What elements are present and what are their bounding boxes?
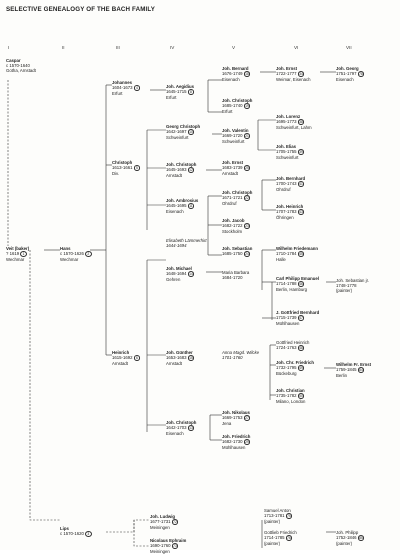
person-christoph-iii: Christoph 1613-1661 5 Div. xyxy=(112,160,140,176)
person-nicolaus-ephraim: Nicolaus Ephraim 1690-1760 73 Meiningen xyxy=(150,538,187,554)
generation-label-2: II xyxy=(62,45,65,50)
person-valentin: Joh. Valentin 1669-1720 21 Schweinfurt xyxy=(222,128,249,145)
person-joh-christoph-arnstadt: Joh. Christoph 1645-1693 12 Arnstadt xyxy=(166,162,197,179)
person-js-junior: Joh. Sebastian jr. 1748-1778 (painter) xyxy=(336,278,369,294)
chart-title: SELECTIVE GENEALOGY OF THE BACH FAMILY xyxy=(6,6,156,13)
person-wilhelm-fr-ernst: Wilhelm Fr. Ernst 1759-1845 84 Berlin xyxy=(336,362,372,379)
person-georg-vii: Joh. Georg 1751-1797 78 Eisenach xyxy=(336,66,363,83)
person-heinrich: Heinrich 1615-1692 6 Arnstadt xyxy=(112,350,140,366)
person-samuel-anton: Samuel Anton 1713-1781 75 (painter) xyxy=(264,508,291,525)
person-johann-philipp: Joh. Philipp 1752-1846 85 (painter) xyxy=(336,530,363,547)
person-elisabeth: Elisabeth Lämmerhirt 1644-1694 xyxy=(166,238,207,249)
person-anna-magdalena: Anna Magd. Wilcke 1701-1760 xyxy=(222,350,259,361)
person-veit: Veit (baker) ? 1619 1 Wechmar xyxy=(6,246,30,263)
person-ludwig: Joh. Ludwig 1677-1731 72 Meiningen xyxy=(150,514,177,531)
person-hans: Hans c 1570-1626 2 Wechmar xyxy=(60,246,92,262)
person-christoph-ohrdruf: Joh. Christoph 1671-1721 22 Ohrdruf xyxy=(222,190,253,207)
person-nikolaus: Joh. Nikolaus 1669-1753 27 Jena xyxy=(222,410,250,427)
person-georg-christoph: Georg Christoph 1642-1697 10 Schweinfurt xyxy=(166,124,201,141)
person-heinrich-vi: Joh. Heinrich 1707-1783 43 Öhringen xyxy=(276,204,304,221)
person-cpe-bach: Carl Philipp Emanuel 1714-1788 46 Berlin, Hamburg xyxy=(276,276,319,293)
person-elias: Joh. Elias 1705-1755 39 Schweinfurt xyxy=(276,144,303,161)
person-lorenz: Joh. Lorenz 1695-1773 38 Schweinfurt, Lahm xyxy=(276,114,312,131)
person-guenther: Joh. Günther 1653-1683 15 Arnstadt xyxy=(166,350,193,367)
generation-label-3: III xyxy=(116,45,120,50)
person-joh-christoph-eisenach: Joh. Christoph 1642-1703 13 Eisenach xyxy=(166,420,197,437)
person-gottfried-bernhard: J. Gottfried Bernhard 1715-1739 47 Mühlhausen xyxy=(276,310,320,327)
person-gottfried-heinrich: Gottfried Heinrich 1724-1763 48 xyxy=(276,340,310,351)
person-christoph-erfurt: Joh. Christoph 1685-1740 19 Erfurt xyxy=(222,98,253,115)
line-lips-descent xyxy=(106,520,150,532)
person-michael: Joh. Michael 1648-1694 14 Gehren xyxy=(166,266,193,283)
line-lips-dashed xyxy=(30,250,60,520)
person-jacob: Joh. Jacob 1682-1722 23 Stockholm xyxy=(222,218,249,235)
person-caspar: Caspar c 1570-1640 Gotha, Arnstadt xyxy=(6,58,36,74)
person-lips: Lips c 1570-1620 3 xyxy=(60,526,92,537)
person-johann-christian: Joh. Christian 1735-1782 50 Milano, London xyxy=(276,388,306,405)
generation-label-5: V xyxy=(232,45,236,50)
person-johannes: Johannes 1604-1673 4 Erfurt xyxy=(112,80,140,96)
person-maria-barbara: Maria Barbara 1684-1720 xyxy=(222,270,250,281)
generation-label-7: VII xyxy=(346,45,352,50)
generation-label-1: I xyxy=(8,45,10,50)
person-sebastian: Joh. Sebastian 1685-1750 24 xyxy=(222,246,253,257)
person-bernhard-vi: Joh. Bernhard 1700-1743 41 Ohrdruf xyxy=(276,176,306,193)
person-friedrich-v: Joh. Friedrich 1682-1730 29 Mühlhausen xyxy=(222,434,251,451)
person-ernst-vi: Joh. Ernst 1722-1777 34 Weimar, Eisenach xyxy=(276,66,311,83)
person-jc-friedrich: Joh. Chr. Friedrich 1732-1795 49 Bückeburg xyxy=(276,360,314,377)
person-wilhelm-friedemann: Wilhelm Friedemann 1710-1784 45 Halle xyxy=(276,246,318,263)
generation-label-6: VI xyxy=(294,45,299,50)
generation-label-4: IV xyxy=(170,45,175,50)
person-bernard: Joh. Bernard 1676-1749 18 Eisenach xyxy=(222,66,249,83)
person-ambrosius: Joh. Ambrosius 1645-1695 11 Eisenach xyxy=(166,198,199,215)
person-gottlieb-friedrich: Gottlieb Friedrich 1714-1785 76 (painter) xyxy=(264,530,297,547)
person-ernst-v: Joh. Ernst 1683-1739 25 Arnstadt xyxy=(222,160,249,177)
person-aegidius: Joh. Aegidius 1645-1715 8 Erfurt xyxy=(166,84,195,101)
